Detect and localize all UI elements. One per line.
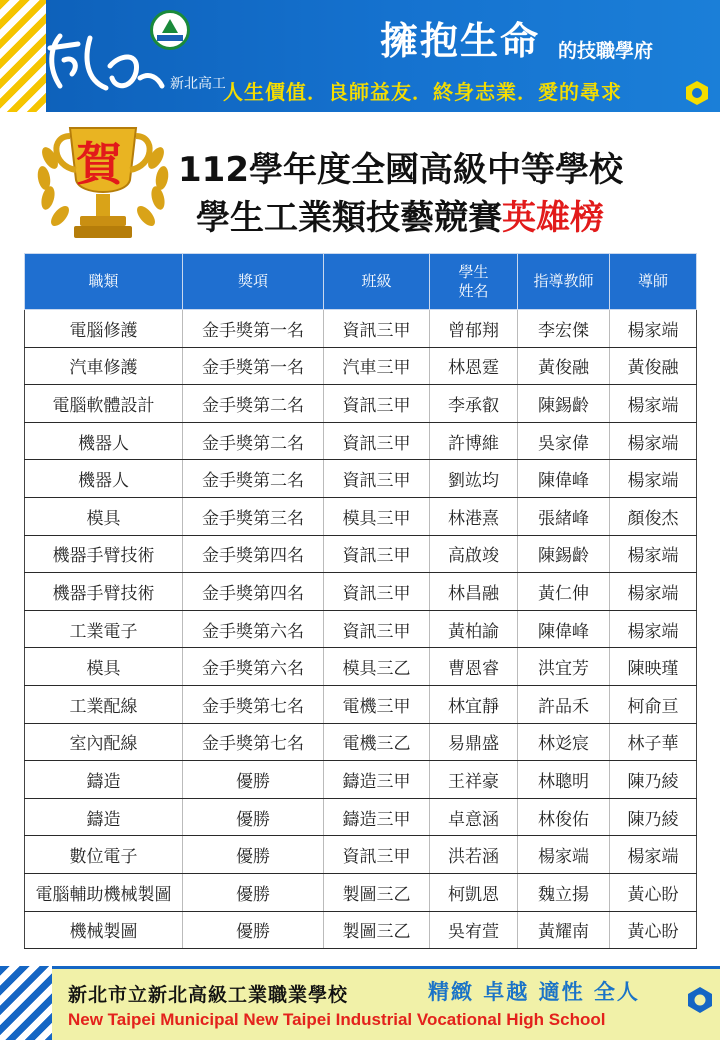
cell-class: 資訊三甲: [324, 573, 430, 611]
table-row: [25, 573, 697, 611]
cell-category: 機械製圖: [25, 911, 183, 949]
table-row: [25, 723, 697, 761]
cell-class: 鑄造三甲: [324, 798, 430, 836]
cell-category: 電腦修護: [25, 310, 183, 348]
cell-homeroom-teacher: 楊家端: [610, 385, 697, 423]
column-header-instructor: 指導教師: [518, 254, 610, 310]
calligraphy-logo: [20, 8, 225, 108]
hexagon-bolt-icon: [684, 80, 710, 106]
cell-student: 林港熹: [430, 497, 518, 535]
table-row: [25, 535, 697, 573]
table-row: [25, 460, 697, 498]
column-header-category: 職類: [25, 254, 183, 310]
cell-class: 電機三乙: [324, 723, 430, 761]
table-row: [25, 873, 697, 911]
cell-class: 模具三乙: [324, 648, 430, 686]
table-row: [25, 798, 697, 836]
cell-homeroom-teacher: 陳映瑾: [610, 648, 697, 686]
cell-instructor: 林彣宸: [518, 723, 610, 761]
cell-student: 卓意涵: [430, 798, 518, 836]
table-row: [25, 497, 697, 535]
cell-category: 模具: [25, 497, 183, 535]
page-title-line2: [196, 190, 604, 239]
cell-student: 王祥豪: [430, 761, 518, 799]
cell-award: 金手獎第四名: [183, 573, 324, 611]
svg-text:賀: 賀: [76, 137, 122, 191]
trophy-icon: [28, 118, 178, 246]
awards-table: [24, 253, 697, 949]
cell-student: 易鼎盛: [430, 723, 518, 761]
cell-instructor: 林聰明: [518, 761, 610, 799]
cell-student: 林恩霆: [430, 347, 518, 385]
school-motto: 精緻 卓越 適性 全人: [428, 980, 640, 1004]
cell-category: 機器手臂技術: [25, 535, 183, 573]
table-header-row: [25, 254, 697, 310]
cell-category: 電腦軟體設計: [25, 385, 183, 423]
header-banner: [0, 0, 720, 112]
cell-homeroom-teacher: 楊家端: [610, 610, 697, 648]
cell-instructor: 許品禾: [518, 685, 610, 723]
cell-category: 機器人: [25, 422, 183, 460]
column-header-student: 學生 姓名: [430, 254, 518, 310]
cell-class: 製圖三乙: [324, 873, 430, 911]
cell-category: 室內配線: [25, 723, 183, 761]
cell-category: 鑄造: [25, 761, 183, 799]
cell-class: 鑄造三甲: [324, 761, 430, 799]
cell-class: 資訊三甲: [324, 836, 430, 874]
cell-award: 金手獎第六名: [183, 648, 324, 686]
cell-award: 金手獎第七名: [183, 685, 324, 723]
cell-instructor: 陳偉峰: [518, 610, 610, 648]
cell-homeroom-teacher: 顏俊杰: [610, 497, 697, 535]
cell-class: 資訊三甲: [324, 535, 430, 573]
cell-student: 林宜靜: [430, 685, 518, 723]
page-title-line1: 112學年度全國高級中等學校: [178, 150, 623, 190]
cell-student: 黃柏諭: [430, 610, 518, 648]
cell-award: 優勝: [183, 873, 324, 911]
column-header-class: 班級: [324, 254, 430, 310]
cell-instructor: 張緒峰: [518, 497, 610, 535]
school-name-zh: 新北市立新北高級工業職業學校: [68, 984, 349, 1006]
cell-class: 電機三甲: [324, 685, 430, 723]
cell-instructor: 魏立揚: [518, 873, 610, 911]
cell-instructor: 黃俊融: [518, 347, 610, 385]
cell-award: 金手獎第六名: [183, 610, 324, 648]
cell-homeroom-teacher: 黃俊融: [610, 347, 697, 385]
cell-award: 金手獎第一名: [183, 310, 324, 348]
cell-instructor: 吳家偉: [518, 422, 610, 460]
cell-class: 製圖三乙: [324, 911, 430, 949]
cell-category: 數位電子: [25, 836, 183, 874]
school-logo: [20, 8, 225, 108]
column-header-award: 獎項: [183, 254, 324, 310]
cell-class: 資訊三甲: [324, 310, 430, 348]
cell-student: 曾郁翔: [430, 310, 518, 348]
school-name-en: New Taipei Municipal New Taipei Industrial Vocational High School: [68, 1010, 606, 1029]
cell-student: 高啟竣: [430, 535, 518, 573]
footer-divider: [52, 966, 720, 969]
cell-homeroom-teacher: 陳乃綾: [610, 761, 697, 799]
cell-homeroom-teacher: 林子華: [610, 723, 697, 761]
table-row: [25, 761, 697, 799]
title-highlight: 英雄榜: [502, 198, 604, 238]
cell-category: 模具: [25, 648, 183, 686]
slogan-subtitle: 人生價值．良師益友．終身志業．愛的尋求: [223, 80, 622, 104]
cell-instructor: 黃耀南: [518, 911, 610, 949]
footer: [0, 966, 720, 1040]
cell-instructor: 楊家端: [518, 836, 610, 874]
slogan-tail: 的技職學府: [558, 40, 654, 62]
cell-class: 資訊三甲: [324, 460, 430, 498]
table-row: [25, 347, 697, 385]
cell-instructor: 陳偉峰: [518, 460, 610, 498]
table-row: [25, 385, 697, 423]
table-body: [25, 310, 697, 949]
table-row: [25, 911, 697, 949]
cell-class: 模具三甲: [324, 497, 430, 535]
cell-category: 電腦輔助機械製圖: [25, 873, 183, 911]
cell-class: 汽車三甲: [324, 347, 430, 385]
cell-homeroom-teacher: 楊家端: [610, 422, 697, 460]
cell-award: 金手獎第七名: [183, 723, 324, 761]
cell-student: 洪若涵: [430, 836, 518, 874]
cell-award: 優勝: [183, 798, 324, 836]
awards-table-container: [24, 253, 696, 949]
cell-category: 機器手臂技術: [25, 573, 183, 611]
cell-homeroom-teacher: 楊家端: [610, 573, 697, 611]
hexagon-bolt-icon: [686, 986, 714, 1014]
cell-class: 資訊三甲: [324, 385, 430, 423]
slogan-main: 擁抱生命: [380, 18, 541, 63]
cell-award: 金手獎第二名: [183, 422, 324, 460]
school-seal-icon: [150, 10, 190, 50]
cell-award: 金手獎第四名: [183, 535, 324, 573]
cell-instructor: 林俊佑: [518, 798, 610, 836]
cell-student: 吳宥萱: [430, 911, 518, 949]
cell-student: 曹恩睿: [430, 648, 518, 686]
cell-class: 資訊三甲: [324, 422, 430, 460]
table-row: [25, 685, 697, 723]
cell-category: 機器人: [25, 460, 183, 498]
svg-text:新北高工: 新北高工: [170, 76, 225, 92]
title-plain: 學生工業類技藝競賽: [196, 198, 502, 238]
cell-category: 工業電子: [25, 610, 183, 648]
table-row: [25, 422, 697, 460]
cell-homeroom-teacher: 黃心盼: [610, 873, 697, 911]
cell-category: 汽車修護: [25, 347, 183, 385]
cell-category: 鑄造: [25, 798, 183, 836]
cell-award: 金手獎第一名: [183, 347, 324, 385]
cell-homeroom-teacher: 楊家端: [610, 836, 697, 874]
cell-homeroom-teacher: 黃心盼: [610, 911, 697, 949]
cell-homeroom-teacher: 楊家端: [610, 460, 697, 498]
cell-class: 資訊三甲: [324, 610, 430, 648]
cell-instructor: 陳錫齡: [518, 385, 610, 423]
cell-instructor: 李宏傑: [518, 310, 610, 348]
table-row: [25, 836, 697, 874]
cell-category: 工業配線: [25, 685, 183, 723]
cell-homeroom-teacher: 柯俞亘: [610, 685, 697, 723]
cell-student: 劉竑均: [430, 460, 518, 498]
cell-homeroom-teacher: 楊家端: [610, 535, 697, 573]
cell-student: 柯凱恩: [430, 873, 518, 911]
cell-student: 許博維: [430, 422, 518, 460]
cell-award: 金手獎第三名: [183, 497, 324, 535]
table-row: [25, 610, 697, 648]
footer-decorative-stripe: [0, 966, 52, 1040]
cell-homeroom-teacher: 楊家端: [610, 310, 697, 348]
cell-award: 優勝: [183, 761, 324, 799]
cell-instructor: 陳錫齡: [518, 535, 610, 573]
cell-homeroom-teacher: 陳乃綾: [610, 798, 697, 836]
cell-award: 金手獎第二名: [183, 460, 324, 498]
cell-student: 林昌融: [430, 573, 518, 611]
cell-award: 金手獎第二名: [183, 385, 324, 423]
cell-award: 優勝: [183, 836, 324, 874]
table-row: [25, 648, 697, 686]
cell-student: 李承叡: [430, 385, 518, 423]
table-row: [25, 310, 697, 348]
cell-instructor: 黃仁伸: [518, 573, 610, 611]
cell-instructor: 洪宜芳: [518, 648, 610, 686]
cell-award: 優勝: [183, 911, 324, 949]
column-header-homeroom-teacher: 導師: [610, 254, 697, 310]
